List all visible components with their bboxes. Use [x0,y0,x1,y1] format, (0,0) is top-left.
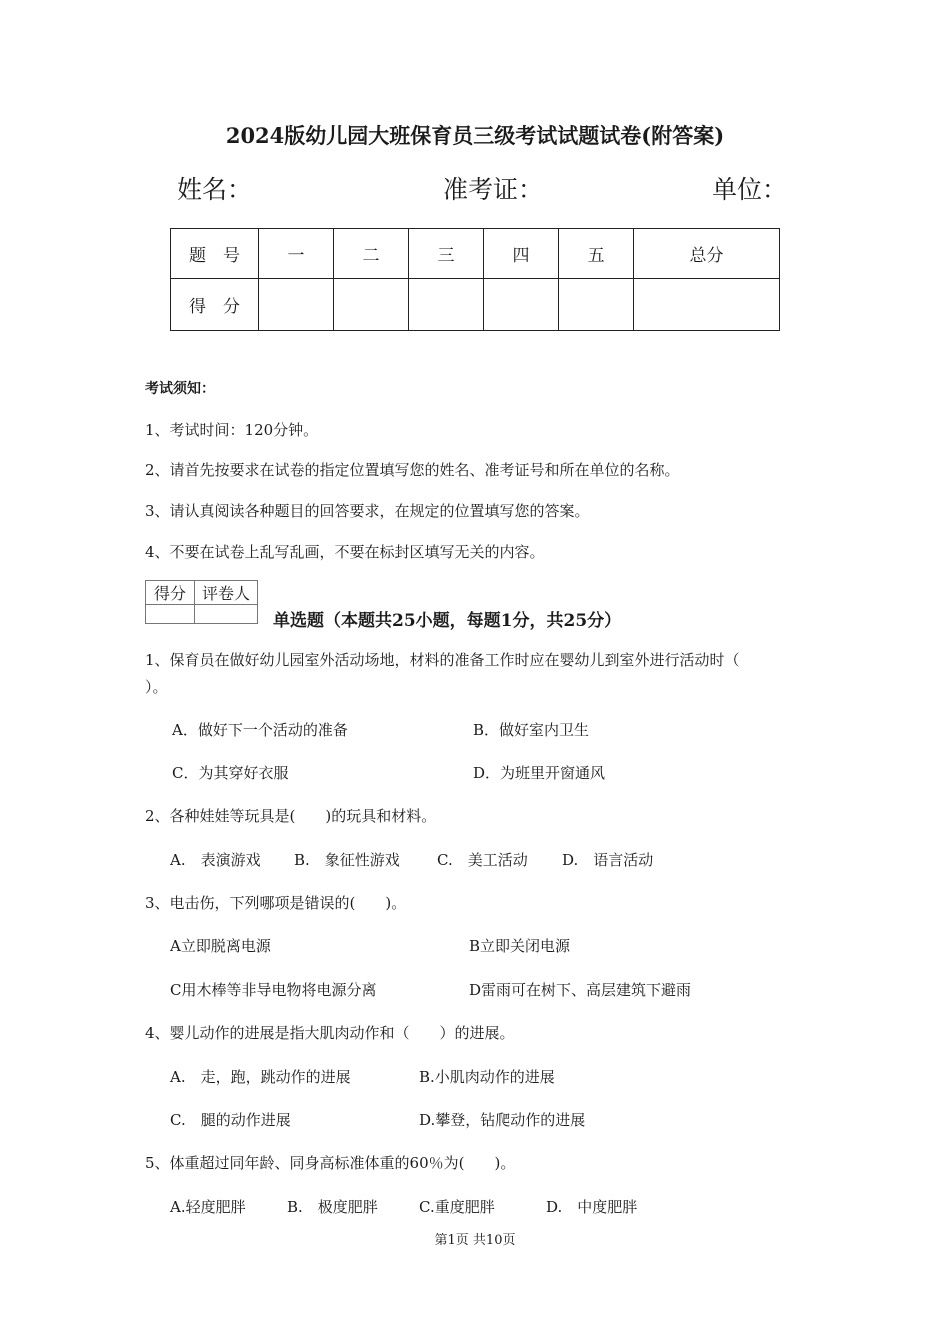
notice-item: 3、请认真阅读各种题目的回答要求，在规定的位置填写您的答案。 [145,502,590,520]
score-cell[interactable] [559,279,634,331]
option-b[interactable]: B．做好室内卫生 [473,721,590,739]
score-table-header-cell: 二 [334,229,409,279]
score-cell[interactable] [634,279,780,331]
grader-box [145,580,258,624]
score-table-score-label: 得 分 [171,279,259,331]
score-table-header-cell: 五 [559,229,634,279]
option-c[interactable]: C用木棒等非导电物将电源分离 [170,981,377,999]
option-c[interactable]: C．为其穿好衣服 [172,764,289,782]
option-d[interactable]: D.攀登，钻爬动作的进展 [419,1111,586,1129]
option-a[interactable]: A．做好下一个活动的准备 [172,721,348,739]
name-field-label: 姓名： [177,175,253,204]
option-d[interactable]: D. 语言活动 [562,851,654,869]
notice-item: 2、请首先按要求在试卷的指定位置填写您的姓名、准考证号和所在单位的名称。 [145,461,680,479]
page-footer: 第1页 共10页 [434,1233,516,1248]
question-stem: 2、各种娃娃等玩具是( )的玩具和材料。 [145,807,437,825]
score-table-header-cell: 四 [484,229,559,279]
option-b[interactable]: B. 极度肥胖 [287,1198,378,1216]
option-d[interactable]: D雷雨可在树下、高层建筑下避雨 [469,981,692,999]
score-cell[interactable] [259,279,334,331]
score-table-score-row [171,279,780,331]
exam-number-field-label: 准考证： [443,175,544,204]
grader-box-grader-cell[interactable] [195,605,258,624]
score-cell[interactable] [409,279,484,331]
option-d[interactable]: D. 中度肥胖 [546,1198,638,1216]
question-stem-continued: ）。 [145,678,168,696]
score-cell[interactable] [484,279,559,331]
grader-box-grader-label: 评卷人 [195,581,258,605]
option-a[interactable]: A. 表演游戏 [170,851,261,869]
score-table [170,228,780,331]
document-title: 2024版幼儿园大班保育员三级考试试题试卷(附答案) [225,123,725,148]
notice-item: 4、不要在试卷上乱写乱画，不要在标封区填写无关的内容。 [145,543,545,561]
question-stem: 3、电击伤，下列哪项是错误的( )。 [145,894,407,912]
question-stem: 1、保育员在做好幼儿园室外活动场地，材料的准备工作时应在婴幼儿到室外进行活动时（ [145,651,740,669]
option-c[interactable]: C.重度肥胖 [419,1198,495,1216]
score-table-header-row [171,229,780,279]
option-b[interactable]: B. 象征性游戏 [294,851,400,869]
score-table-header-cell: 题 号 [171,229,259,279]
section-title: 单选题（本题共25小题，每题1分，共25分） [273,611,622,631]
option-c[interactable]: C. 腿的动作进展 [170,1111,291,1129]
option-a[interactable]: A. 走，跑，跳动作的进展 [170,1068,351,1086]
option-b[interactable]: B.小肌肉动作的进展 [419,1068,555,1086]
question-stem: 4、婴儿动作的进展是指大肌肉动作和（ ）的进展。 [145,1024,515,1042]
score-table-header-cell: 总分 [634,229,780,279]
option-a[interactable]: A立即脱离电源 [170,937,271,955]
option-c[interactable]: C. 美工活动 [437,851,528,869]
score-table-header-cell: 一 [259,229,334,279]
notice-heading: 考试须知： [145,381,215,397]
notice-item: 1、考试时间：120分钟。 [145,421,319,439]
option-a[interactable]: A.轻度肥胖 [170,1198,246,1216]
score-table-header-cell: 三 [409,229,484,279]
grader-box-score-label: 得分 [146,581,195,605]
option-d[interactable]: D．为班里开窗通风 [473,764,606,782]
unit-field-label: 单位： [712,175,788,204]
option-b[interactable]: B立即关闭电源 [469,937,571,955]
question-stem: 5、体重超过同年龄、同身高标准体重的60％为( )。 [145,1154,516,1172]
score-cell[interactable] [334,279,409,331]
grader-box-score-cell[interactable] [146,605,195,624]
